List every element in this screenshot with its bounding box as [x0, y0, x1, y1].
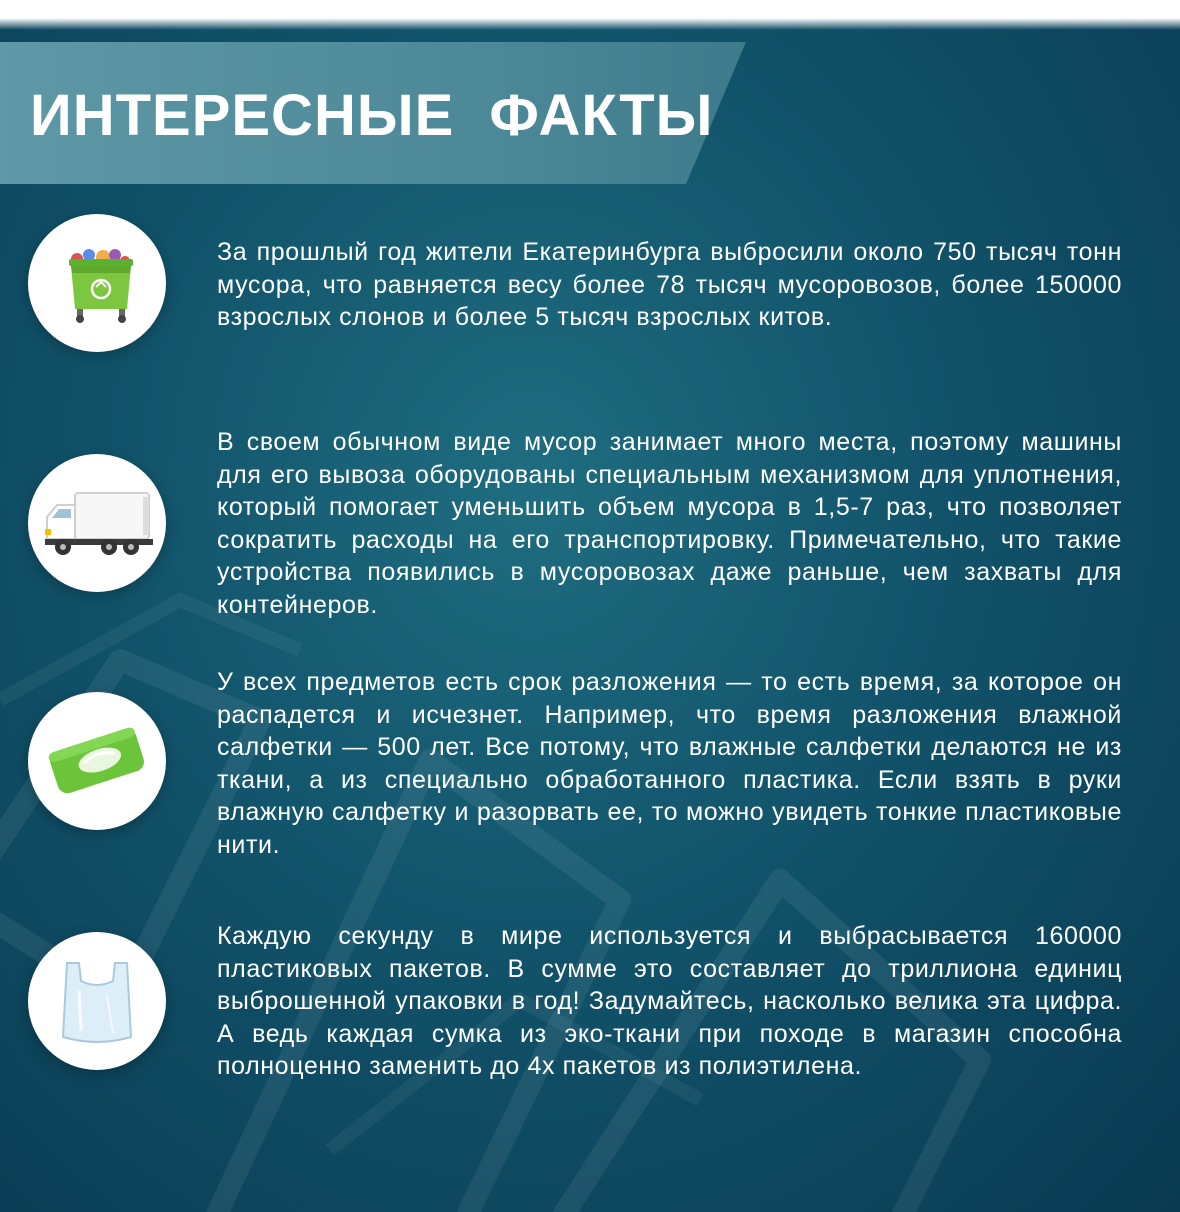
wet-wipes-icon: [28, 692, 166, 830]
fact-text: У всех предметов есть срок разложения — то есть время, за которое он распадется и исчезнет. Например, что время разложения влажной салфетки — 500 лет. Все потому, что влажные салфетки делаются не из ткани, а из специально обработанного пластика. Если взять в руки влажную салфетку и разорвать ее, то можно увидеть тонкие пластиковые нити.: [217, 668, 1122, 859]
garbage-container-icon: [28, 214, 166, 352]
page-title: ИНТЕРЕСНЫЕ ФАКТЫ: [30, 83, 714, 148]
fact-text: За прошлый год жители Екатеринбурга выбросили около 750 тысяч тонн мусора, что равняется весу более 78 тысяч мусоровозов, более 150000 взрослых слонов и более 5 тысяч взрослых китов.: [217, 238, 1122, 332]
fact-text: В своем обычном виде мусор занимает много места, поэтому машины для его вывоза оборудованы специальным механизмом для уплотнения, который помогает уменьшить объем мусора в 1,5-7 раз, что позволяет сократить расходы на его транспортировку. Примечательно, что такие устройства появились в мусоровозах даже раньше, чем захваты для контейнеров.: [217, 428, 1122, 619]
fact-text: Каждую секунду в мире используется и выбрасывается 160000 пластиковых пакетов. В сумме это составляет до триллиона единиц выброшенной упаковки в год! Задумайтесь, насколько велика эта цифра. А ведь каждая сумка из эко-ткани при походе в магазин способна полноценно заменить до 4х пакетов из полиэтилена.: [217, 922, 1122, 1081]
top-frame-edge: [0, 0, 1180, 30]
garbage-truck-icon: [28, 454, 166, 592]
plastic-bag-icon: [28, 932, 166, 1070]
